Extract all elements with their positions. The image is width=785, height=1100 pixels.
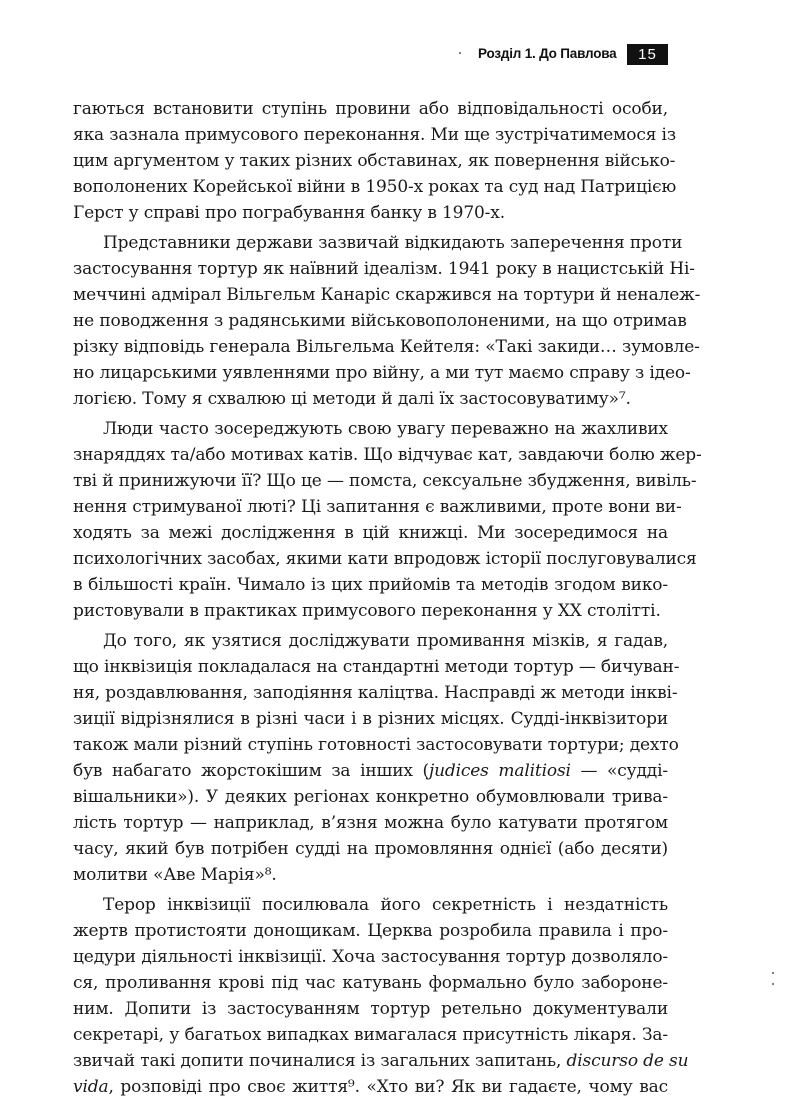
text-line: психологічних засобах, якими кати впродовж історії послуговувалися bbox=[73, 549, 697, 569]
running-head-chapter: Розділ 1. До Павлова bbox=[478, 46, 617, 61]
text-line: також мали різний ступінь готовності застосовувати тортури; дехто bbox=[73, 735, 679, 755]
text-line: Терор інквізиції посилювала його секретність і нездатність bbox=[103, 895, 668, 915]
text-line: vida, розповіді про своє життя⁹. «Хто ви? Як ви гадаєте, чому вас bbox=[73, 1077, 668, 1097]
text-line: нення стримуваної люті? Ці запитання є важливими, проте вони ви- bbox=[73, 497, 682, 517]
scan-speck bbox=[772, 983, 774, 985]
text-line: ристовували в практиках примусового переконання у XX столітті. bbox=[73, 601, 661, 621]
paragraph bbox=[73, 230, 701, 412]
text-line: молитви «Аве Марія»⁸. bbox=[73, 865, 277, 885]
text-line: ся, проливання крові під час катувань формально було заборонe- bbox=[73, 973, 668, 993]
text-line: логією. Тому я схвалюю ці методи й далі їх застосовуватиму»⁷. bbox=[73, 389, 631, 409]
text-line: ня, роздавлювання, заподіяння каліцтва. Насправді ж методи інкві- bbox=[73, 683, 678, 703]
page-number: 15 bbox=[627, 44, 668, 65]
text-line: в більшості країн. Чимало із цих прийомів та методів згодом вико- bbox=[73, 575, 668, 595]
paragraph bbox=[73, 416, 702, 624]
text-line: Герст у справі про пограбування банку в 1970-х. bbox=[73, 203, 505, 223]
text-line: не поводження з радянськими військовополоненими, на що отримав bbox=[73, 311, 687, 331]
body-text bbox=[73, 96, 702, 1100]
text-line: зиції відрізнялися в різні часи і в різних місцях. Судді-інквізитори bbox=[73, 709, 668, 729]
text-line: цедури діяльності інквізиції. Хоча застосування тортур дозволяло- bbox=[73, 947, 668, 967]
text-line: Люди часто зосереджують свою увагу переважно на жахливих bbox=[103, 419, 668, 439]
paragraph bbox=[73, 892, 689, 1100]
text-line: був набагато жорстокішим за інших (judices malitiosi — «судді- bbox=[73, 761, 668, 781]
text-line: ходять за межі дослідження в цій книжці. Ми зосередимося на bbox=[73, 523, 668, 543]
paragraph bbox=[73, 96, 677, 226]
text-line: цим аргументом у таких різних обставинах, як повернення військо- bbox=[73, 151, 676, 171]
text-line: вополонених Корейської війни в 1950-х роках та суд над Патрицією bbox=[73, 177, 677, 197]
text-line: знаряддях та/або мотивах катів. Що відчуває кат, завдаючи болю жер- bbox=[73, 445, 702, 465]
text-line: Представники держави зазвичай відкидають заперечення проти bbox=[103, 233, 683, 253]
text-line: яка зазнала примусового переконання. Ми ще зустрічатимемося із bbox=[73, 125, 676, 145]
text-line: застосування тортур як наївний ідеалізм. 1941 року в нацистській Ні- bbox=[73, 259, 695, 279]
italic-phrase: vida bbox=[73, 1077, 109, 1097]
paragraph bbox=[73, 628, 680, 888]
text-line: різку відповідь генерала Вільгельма Кейтеля: «Такі закиди… зумовле- bbox=[73, 337, 700, 357]
text-line: тві й принижуючи її? Що це — помста, сексуальне збудження, вивіль- bbox=[73, 471, 697, 491]
text-line: звичай такі допити починалися із загальних запитань, discurso de su bbox=[73, 1051, 689, 1071]
text-line: но лицарськими уявленнями про війну, а ми тут маємо справу з ідео- bbox=[73, 363, 691, 383]
text-line: часу, який був потрібен судді на промовляння однієї (або десяти) bbox=[73, 839, 668, 859]
text-line: вішальники»). У деяких регіонах конкретно обумовлювали трива- bbox=[73, 787, 668, 807]
text-line: До того, як узятися досліджувати промивання мізків, я гадав, bbox=[103, 631, 668, 651]
scan-speck bbox=[772, 972, 774, 974]
text-line: секретарі, у багатьох випадках вимагалася присутність лікаря. За- bbox=[73, 1025, 668, 1045]
scan-speck bbox=[459, 52, 461, 54]
text-line: жертв протистояти донощикам. Церква розробила правила і про- bbox=[73, 921, 668, 941]
text-line: меччині адмірал Вільгельм Канаріс скаржився на тортури й неналеж- bbox=[73, 285, 701, 305]
italic-phrase: discurso de su bbox=[566, 1051, 689, 1071]
text-line: що інквізиція покладалася на стандартні методи тортур — бичуван- bbox=[73, 657, 680, 677]
text-line: гаються встановити ступінь провини або відповідальності особи, bbox=[73, 99, 668, 119]
italic-phrase: judices malitiosi bbox=[428, 761, 571, 781]
text-line: лість тортур — наприклад, в’язня можна було катувати протягом bbox=[73, 813, 668, 833]
text-line: ним. Допити із застосуванням тортур ретельно документували bbox=[73, 999, 668, 1019]
